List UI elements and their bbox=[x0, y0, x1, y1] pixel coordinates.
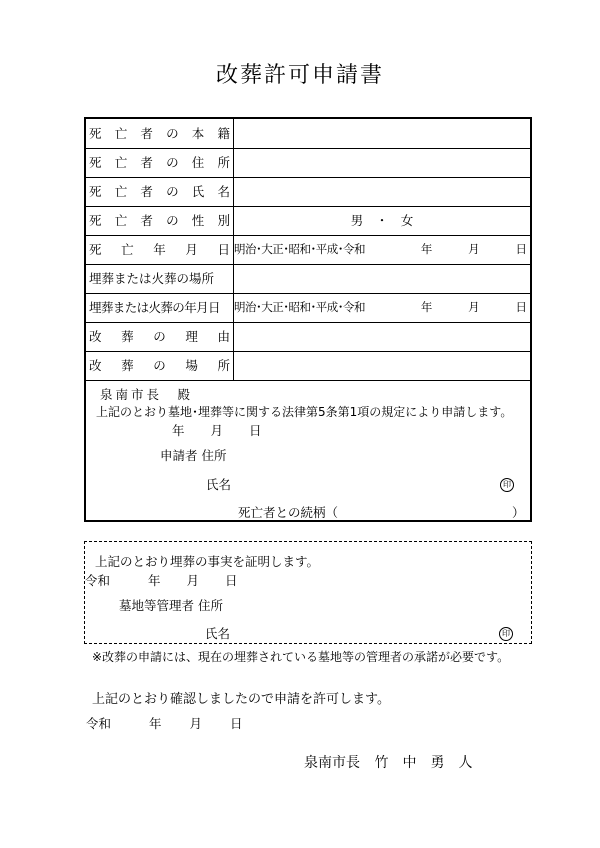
seal-mark: 印 bbox=[500, 475, 514, 492]
row-value-field[interactable] bbox=[234, 351, 530, 380]
row-value-field[interactable] bbox=[234, 322, 530, 351]
row-honseki bbox=[86, 119, 530, 149]
consent-note: ※改葬の申請には、現在の埋葬されている墓地等の管理者の承諾が必要です。 bbox=[92, 650, 510, 664]
application-statement: 上記のとおり墓地･埋葬等に関する法律第5条第1項の規定により申請します。 bbox=[96, 405, 513, 419]
row-label: 改 葬 の 場 所 bbox=[86, 351, 234, 380]
signer-title: 泉南市長 bbox=[304, 755, 360, 771]
certification-statement: 上記のとおり埋葬の事実を証明します。 bbox=[95, 554, 320, 569]
document-title: 改葬許可申請書 bbox=[215, 63, 384, 88]
relation-field[interactable]: 死亡者との続柄（ ） bbox=[238, 505, 525, 520]
seal-mark: 印 bbox=[499, 624, 513, 641]
row-label: 改 葬 の 理 由 bbox=[86, 322, 234, 351]
certification-box bbox=[84, 541, 532, 644]
death-date-field[interactable]: 明治･大正･昭和･平成･令和 年 月 日 bbox=[234, 242, 527, 256]
signer bbox=[304, 752, 472, 772]
row-burial-date bbox=[86, 293, 530, 323]
row-label: 死 亡 者 の 氏 名 bbox=[86, 177, 234, 206]
addressee: 泉南市長 殿 bbox=[100, 387, 194, 402]
row-value-field[interactable] bbox=[234, 119, 530, 148]
approval-statement: 上記のとおり確認しましたので申請を許可します。 bbox=[92, 692, 390, 707]
manager-address-label: 墓地等管理者 住所 bbox=[119, 598, 223, 613]
application-form bbox=[84, 117, 532, 522]
signer-name: 竹 中 勇 人 bbox=[374, 755, 473, 771]
row-reason bbox=[86, 322, 530, 352]
certification-date[interactable]: 令和 年 月 日 bbox=[85, 573, 238, 588]
applicant-address-label: 申請者 住所 bbox=[160, 448, 227, 463]
burial-date-field[interactable]: 明治･大正･昭和･平成･令和 年 月 日 bbox=[234, 300, 527, 314]
row-name bbox=[86, 177, 530, 207]
manager-name-label: 氏名 bbox=[205, 626, 231, 641]
row-value-field[interactable] bbox=[234, 264, 530, 293]
row-label: 死 亡 者 の 本 籍 bbox=[86, 119, 234, 148]
row-value-field[interactable] bbox=[234, 177, 530, 206]
row-death-date bbox=[86, 235, 530, 265]
row-label: 死 亡 年 月 日 bbox=[86, 235, 234, 264]
row-label: 埋葬または火葬の場所 bbox=[86, 264, 234, 293]
row-burial-place bbox=[86, 264, 530, 294]
row-value-field[interactable] bbox=[234, 148, 530, 177]
row-reburial-place bbox=[86, 351, 530, 381]
row-label: 死 亡 者 の 性 別 bbox=[86, 206, 234, 235]
applicant-name-label: 氏名 bbox=[206, 477, 232, 492]
row-label: 埋葬または火葬の年月日 bbox=[86, 293, 234, 322]
row-label: 死 亡 者 の 住 所 bbox=[86, 148, 234, 177]
application-date[interactable]: 年 月 日 bbox=[172, 423, 262, 438]
row-sex bbox=[86, 206, 530, 236]
sex-options[interactable]: 男 ・ 女 bbox=[350, 213, 414, 228]
approval-date[interactable]: 令和 年 月 日 bbox=[86, 716, 243, 731]
row-address bbox=[86, 148, 530, 178]
